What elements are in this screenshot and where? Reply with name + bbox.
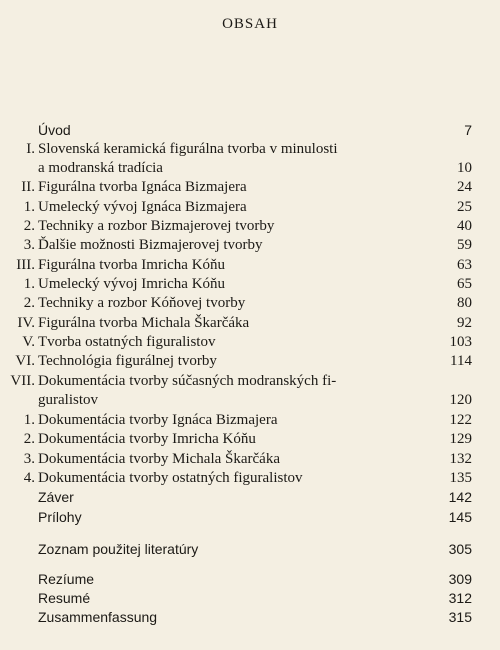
toc-entry (0, 450, 500, 469)
toc-entry (0, 608, 500, 627)
toc-entry-title: Slovenská keramická figurálna tvorba v minulosti (38, 141, 338, 157)
toc-entry-title: Figurálna tvorba Ignáca Bizmajera (38, 179, 247, 195)
toc-entry-page: 103 (449, 334, 472, 350)
toc-entry (0, 198, 500, 217)
toc-entry (0, 217, 500, 236)
toc-entry (0, 570, 500, 589)
toc-entry (0, 275, 500, 294)
toc-entry-number: IV. (17, 315, 35, 331)
toc-entry-number: VII. (10, 373, 35, 389)
toc-entry-title: Dokumentácia tvorby Ignáca Bizmajera (38, 412, 278, 428)
toc-entry-title: Úvod (38, 122, 71, 138)
toc-entry (0, 508, 500, 527)
toc-entry (0, 294, 500, 313)
toc-entry-page: 25 (457, 199, 472, 215)
toc-entry-title: Techniky a rozbor Bizmajerovej tvorby (38, 218, 275, 234)
toc-entry-number: V. (22, 334, 35, 350)
toc-entry (0, 314, 500, 333)
toc-entry-page: 10 (457, 160, 472, 176)
toc-entry-title: Dokumentácia tvorby Michala Škarčáka (38, 451, 280, 467)
toc-entry-page: 142 (448, 489, 472, 505)
toc-entry-page: 135 (449, 470, 472, 486)
toc-entry (0, 469, 500, 488)
toc-entry-number: 1. (23, 412, 35, 428)
toc-entry-page: 145 (448, 509, 472, 525)
toc-entry (0, 352, 500, 371)
toc-entry (0, 236, 500, 255)
toc-entry-title: Ďalšie možnosti Bizmajerovej tvorby (38, 237, 263, 253)
toc-entry-number: III. (16, 257, 35, 273)
toc-entry-title: Prílohy (38, 509, 82, 525)
toc-entry-page: 315 (448, 609, 472, 625)
toc-entry-title: Figurálna tvorba Michala Škarčáka (38, 315, 250, 331)
toc-entry-page: 129 (449, 431, 472, 447)
toc-entry-number: 2. (23, 218, 35, 234)
toc-entry-number: 3. (23, 451, 35, 467)
toc-entry-title: Tvorba ostatných figuralistov (38, 334, 216, 350)
toc-entry-number: 1. (23, 199, 35, 215)
toc-entry-title: Techniky a rozbor Kóňovej tvorby (38, 295, 246, 311)
toc-entry-title: Dokumentácia tvorby súčasných modranských fi- (38, 373, 337, 389)
toc-entry-title: Resumé (38, 590, 91, 606)
toc-entry-page: 132 (449, 451, 472, 467)
toc-entry-title: Dokumentácia tvorby ostatných figuralistov (38, 470, 303, 486)
toc-entry (0, 372, 500, 391)
toc-entry-number: VI. (15, 353, 35, 369)
toc-entry-page: 120 (449, 392, 472, 408)
toc-entry-title: Umelecký vývoj Ignáca Bizmajera (38, 199, 247, 215)
toc-entry-number: 2. (23, 295, 35, 311)
toc-entry-title: guralistov (38, 392, 98, 408)
toc-entry-page: 80 (457, 295, 472, 311)
toc-entry (0, 333, 500, 352)
toc-entry (0, 430, 500, 449)
toc-entry-page: 7 (464, 122, 472, 138)
toc-entry-page: 122 (449, 412, 472, 428)
toc-entry-title: Technológia figurálnej tvorby (38, 353, 217, 369)
toc-title: OBSAH (222, 16, 278, 32)
toc-entry-page: 40 (457, 218, 472, 234)
toc-entry-page: 305 (448, 541, 472, 557)
toc-entry (0, 178, 500, 197)
toc-entry (0, 540, 500, 559)
toc-entry-number: 4. (23, 470, 35, 486)
toc-entry-title: Dokumentácia tvorby Imricha Kóňu (38, 431, 256, 447)
toc-entry-title: Zusammenfassung (38, 609, 158, 625)
toc-entry (0, 411, 500, 430)
toc-entry-page: 312 (448, 590, 472, 606)
toc-entry-number: 1. (23, 276, 35, 292)
toc-entry-page: 63 (457, 257, 472, 273)
toc-entry-number: 2. (23, 431, 35, 447)
toc-entry (0, 488, 500, 507)
toc-entry-title: Rezíume (38, 571, 95, 587)
toc-entry-page: 65 (457, 276, 472, 292)
toc-entry-title: Záver (38, 489, 74, 505)
toc-entry (0, 391, 500, 410)
toc-entry-title: a modranská tradícia (38, 160, 163, 176)
toc-entry-page: 59 (457, 237, 472, 253)
toc-entry (0, 159, 500, 178)
toc-entry-title: Zoznam použitej literatúry (38, 541, 199, 557)
toc-entry-page: 92 (457, 315, 472, 331)
toc-entry-page: 24 (457, 179, 472, 195)
toc-entry (0, 140, 500, 159)
toc-entry-title: Figurálna tvorba Imricha Kóňu (38, 257, 226, 273)
toc-entry-number: I. (26, 141, 35, 157)
toc-entry-number: II. (21, 179, 35, 195)
toc-entry (0, 121, 500, 140)
toc-entry-page: 114 (450, 353, 472, 369)
toc-entry (0, 256, 500, 275)
toc-entry-title: Umelecký vývoj Imricha Kóňu (38, 276, 226, 292)
toc-entry-number: 3. (23, 237, 35, 253)
toc-entry-page: 309 (448, 571, 472, 587)
toc-entry (0, 589, 500, 608)
